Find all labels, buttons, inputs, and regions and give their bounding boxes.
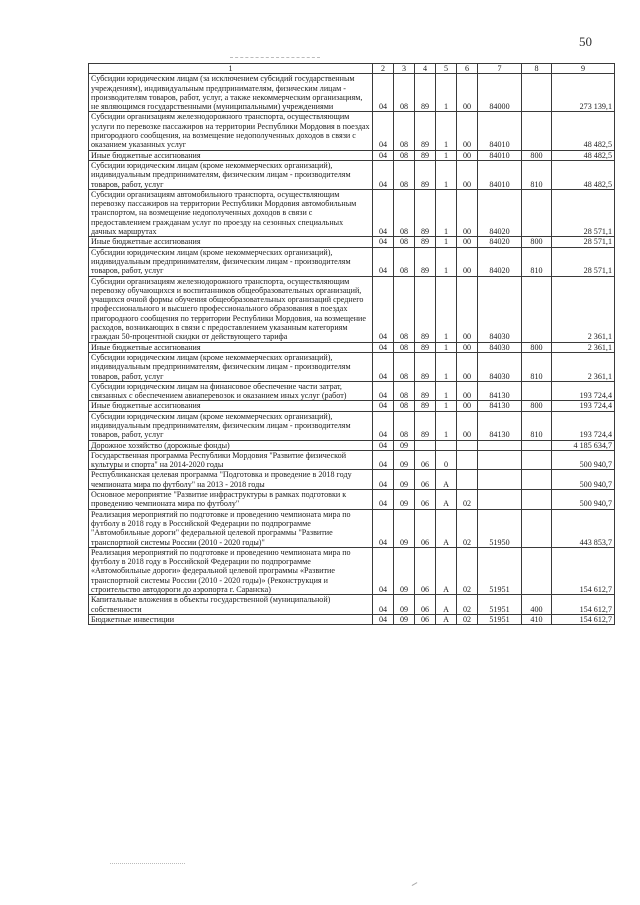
- code-section: 04: [373, 490, 394, 510]
- code-event: 00: [457, 401, 478, 411]
- code-direction: 84010: [478, 150, 522, 160]
- row-amount: 28 571,1: [552, 247, 615, 276]
- row-amount: 154 612,7: [552, 614, 615, 624]
- code-subsection: 09: [394, 614, 415, 624]
- code-program: 89: [415, 112, 436, 150]
- code-expense-type: [522, 189, 552, 236]
- row-name: Реализация мероприятий по подготовке и проведению чемпионата мира по футболу в 2018 году в Российской Федерации по подпрограмме "Автомобильные дороги" федеральной целевой программы "Развитие транспортной системы России (2010 - 2020 годы)": [89, 509, 373, 547]
- scan-mark: [409, 877, 418, 886]
- code-subprogram: 1: [436, 74, 457, 112]
- code-expense-type: [522, 509, 552, 547]
- table-row: [89, 74, 615, 112]
- row-amount: 28 571,1: [552, 189, 615, 236]
- code-section: 04: [373, 450, 394, 470]
- code-event: [457, 450, 478, 470]
- header-cell: 3: [394, 64, 415, 74]
- code-subprogram: 1: [436, 411, 457, 440]
- code-subsection: 08: [394, 74, 415, 112]
- code-event: 02: [457, 490, 478, 510]
- row-amount: 48 482,5: [552, 150, 615, 160]
- row-name: Субсидии юридическим лицам (за исключением субсидий государственным учреждениям), индивидуальным предпринимателям, физическим лицам - производителям товаров, работ, услуг, а также некоммерческим организациям, не являющимся государственными (муниципальными) учреждениями: [89, 74, 373, 112]
- row-amount: 500 940,7: [552, 490, 615, 510]
- code-program: 89: [415, 381, 436, 401]
- code-event: 00: [457, 276, 478, 342]
- row-amount: 500 940,7: [552, 450, 615, 470]
- code-program: 89: [415, 276, 436, 342]
- row-name: Субсидии юридическим лицам (кроме некоммерческих организаций), индивидуальным предпринимателям, физическим лицам - производителям товаров, работ, услуг: [89, 411, 373, 440]
- code-event: 02: [457, 509, 478, 547]
- table-row: [89, 450, 615, 470]
- code-expense-type: 800: [522, 150, 552, 160]
- header-cell: 5: [436, 64, 457, 74]
- code-direction: [478, 440, 522, 450]
- code-section: 04: [373, 440, 394, 450]
- row-name: Капитальные вложения в объекты государственной (муниципальной) собственности: [89, 595, 373, 615]
- code-subprogram: А: [436, 470, 457, 490]
- row-name: Государственная программа Республики Мордовия "Развитие физической культуры и спорта" на 2014-2020 годы: [89, 450, 373, 470]
- code-direction: 84030: [478, 342, 522, 352]
- code-event: [457, 440, 478, 450]
- code-subprogram: 1: [436, 342, 457, 352]
- row-amount: 48 482,5: [552, 160, 615, 189]
- table-row: [89, 547, 615, 594]
- code-program: 89: [415, 160, 436, 189]
- header-cell: 2: [373, 64, 394, 74]
- code-program: [415, 440, 436, 450]
- code-section: 04: [373, 74, 394, 112]
- row-amount: 273 139,1: [552, 74, 615, 112]
- table-row: [89, 237, 615, 247]
- row-name: Реализация мероприятий по подготовке и проведению чемпионата мира по футболу в 2018 году в Российской Федерации по подпрограмме «Автомобильные дороги» федеральной целевой программы «Развитие транспортной системы России (2010 - 2020 годы)» (Реконструкция и строительство автодороги до аэропорта г. Саранска): [89, 547, 373, 594]
- code-subsection: 09: [394, 440, 415, 450]
- code-direction: 51951: [478, 614, 522, 624]
- code-subprogram: А: [436, 490, 457, 510]
- code-program: 89: [415, 411, 436, 440]
- code-program: 89: [415, 189, 436, 236]
- row-name: Субсидии организациям автомобильного транспорта, осуществляющим перевозку пассажиров на территории Республики Мордовия автомобильным транспортом, на возмещение недополученных доходов в связи с предоставлением гражданам услуг по проезду на сезонных специальных дачных маршрутах: [89, 189, 373, 236]
- code-event: 00: [457, 189, 478, 236]
- code-expense-type: [522, 74, 552, 112]
- code-subprogram: [436, 440, 457, 450]
- row-amount: 193 724,4: [552, 381, 615, 401]
- code-expense-type: 810: [522, 160, 552, 189]
- code-subsection: 08: [394, 352, 415, 381]
- code-program: 06: [415, 614, 436, 624]
- code-subsection: 08: [394, 411, 415, 440]
- header-cell: 4: [415, 64, 436, 74]
- code-direction: [478, 470, 522, 490]
- header-cell: 6: [457, 64, 478, 74]
- code-subsection: 08: [394, 237, 415, 247]
- code-direction: [478, 490, 522, 510]
- row-amount: 48 482,5: [552, 112, 615, 150]
- code-expense-type: [522, 450, 552, 470]
- header-cell: 9: [552, 64, 615, 74]
- code-program: 06: [415, 450, 436, 470]
- row-amount: 28 571,1: [552, 237, 615, 247]
- code-direction: 51950: [478, 509, 522, 547]
- code-section: 04: [373, 189, 394, 236]
- code-program: 06: [415, 490, 436, 510]
- code-subprogram: 1: [436, 247, 457, 276]
- code-direction: 84020: [478, 189, 522, 236]
- code-subprogram: А: [436, 614, 457, 624]
- code-section: 04: [373, 276, 394, 342]
- code-event: 00: [457, 352, 478, 381]
- code-subsection: 09: [394, 509, 415, 547]
- table-row: [89, 150, 615, 160]
- table-row: [89, 342, 615, 352]
- code-subsection: 09: [394, 595, 415, 615]
- row-name: Иные бюджетные ассигнования: [89, 237, 373, 247]
- code-section: 04: [373, 411, 394, 440]
- table-row: [89, 490, 615, 510]
- code-section: 04: [373, 614, 394, 624]
- code-subprogram: 1: [436, 189, 457, 236]
- code-subprogram: 1: [436, 160, 457, 189]
- code-section: 04: [373, 595, 394, 615]
- row-amount: 154 612,7: [552, 547, 615, 594]
- table-row: [89, 112, 615, 150]
- code-direction: [478, 450, 522, 470]
- code-direction: 84020: [478, 237, 522, 247]
- code-subsection: 09: [394, 547, 415, 594]
- row-amount: 193 724,4: [552, 401, 615, 411]
- row-name: Иные бюджетные ассигнования: [89, 401, 373, 411]
- row-name: Субсидии организациям железнодорожного транспорта, осуществляющим перевозку обучающихся и воспитанников общеобразовательных организаций, учащихся очной формы обучения общеобразовательных организаций среднего профессионального и высшего профессионального образования в поездах пригородного сообщения по территории Республики Мордовия, на возмещение расходов, возникающих в связи с предоставлением указанным категориям граждан 50-процентной скидки от действующего тарифа: [89, 276, 373, 342]
- code-program: 06: [415, 547, 436, 594]
- code-event: 00: [457, 112, 478, 150]
- table-row: [89, 470, 615, 490]
- row-amount: 154 612,7: [552, 595, 615, 615]
- code-event: 00: [457, 237, 478, 247]
- code-event: [457, 470, 478, 490]
- scan-mark: [110, 863, 185, 864]
- code-section: 04: [373, 381, 394, 401]
- code-event: 00: [457, 381, 478, 401]
- code-direction: 84130: [478, 381, 522, 401]
- row-name: Республиканская целевая программа "Подготовка и проведение в 2018 году чемпионата мира по футболу" на 2013 - 2018 годы: [89, 470, 373, 490]
- header-cell: 7: [478, 64, 522, 74]
- code-event: 00: [457, 150, 478, 160]
- code-program: 06: [415, 509, 436, 547]
- code-subsection: 08: [394, 276, 415, 342]
- row-name: Бюджетные инвестиции: [89, 614, 373, 624]
- table-row: [89, 614, 615, 624]
- header-cell: 1: [89, 64, 373, 74]
- row-name: Субсидии организациям железнодорожного транспорта, осуществляющим услуги по перевозке пассажиров на территории Республики Мордовия в поездах пригородного сообщения, на возмещение недополученных доходов в связи с оказанием указанных услуг: [89, 112, 373, 150]
- table-row: [89, 276, 615, 342]
- code-section: 04: [373, 150, 394, 160]
- budget-table: [88, 63, 615, 625]
- code-subprogram: 1: [436, 401, 457, 411]
- code-event: 00: [457, 160, 478, 189]
- code-direction: 84020: [478, 247, 522, 276]
- code-subprogram: А: [436, 547, 457, 594]
- row-amount: 193 724,4: [552, 411, 615, 440]
- code-program: 06: [415, 470, 436, 490]
- code-expense-type: 810: [522, 247, 552, 276]
- table-row: [89, 411, 615, 440]
- table-row: [89, 595, 615, 615]
- row-amount: 500 940,7: [552, 470, 615, 490]
- code-direction: 84010: [478, 160, 522, 189]
- table-row: [89, 381, 615, 401]
- code-section: 04: [373, 509, 394, 547]
- code-subprogram: 1: [436, 276, 457, 342]
- code-program: 89: [415, 401, 436, 411]
- code-event: 00: [457, 411, 478, 440]
- code-event: 00: [457, 247, 478, 276]
- code-section: 04: [373, 237, 394, 247]
- code-direction: 51951: [478, 547, 522, 594]
- row-name: Субсидии юридическим лицам (кроме некоммерческих организаций), индивидуальным предпринимателям, физическим лицам - производителям товаров, работ, услуг: [89, 247, 373, 276]
- code-direction: 84030: [478, 276, 522, 342]
- code-section: 04: [373, 342, 394, 352]
- code-section: 04: [373, 470, 394, 490]
- code-program: 06: [415, 595, 436, 615]
- code-direction: 84130: [478, 411, 522, 440]
- code-expense-type: [522, 547, 552, 594]
- code-expense-type: [522, 470, 552, 490]
- code-section: 04: [373, 247, 394, 276]
- code-subprogram: 1: [436, 112, 457, 150]
- code-event: 02: [457, 547, 478, 594]
- code-subsection: 09: [394, 490, 415, 510]
- code-section: 04: [373, 160, 394, 189]
- code-section: 04: [373, 547, 394, 594]
- code-subsection: 08: [394, 112, 415, 150]
- code-program: 89: [415, 342, 436, 352]
- code-section: 04: [373, 401, 394, 411]
- row-name: Основное мероприятие "Развитие инфраструктуры в рамках подготовки к проведению чемпионата мира по футболу": [89, 490, 373, 510]
- row-amount: 4 185 634,7: [552, 440, 615, 450]
- code-expense-type: [522, 112, 552, 150]
- code-subsection: 08: [394, 401, 415, 411]
- code-subsection: 08: [394, 189, 415, 236]
- code-direction: 51951: [478, 595, 522, 615]
- code-subsection: 08: [394, 247, 415, 276]
- code-subsection: 08: [394, 342, 415, 352]
- code-subprogram: А: [436, 509, 457, 547]
- code-subprogram: 1: [436, 352, 457, 381]
- row-name: Субсидии юридическим лицам на финансовое обеспечение части затрат, связанных с обеспечением авиаперевозок и оказанием иных услуг (работ): [89, 381, 373, 401]
- header-cell: 8: [522, 64, 552, 74]
- row-amount: 2 361,1: [552, 352, 615, 381]
- row-amount: 443 853,7: [552, 509, 615, 547]
- code-subprogram: 0: [436, 450, 457, 470]
- code-subprogram: А: [436, 595, 457, 615]
- row-name: Иные бюджетные ассигнования: [89, 150, 373, 160]
- code-expense-type: 810: [522, 352, 552, 381]
- row-name: Субсидии юридическим лицам (кроме некоммерческих организаций), индивидуальным предпринимателям, физическим лицам - производителям товаров, работ, услуг: [89, 160, 373, 189]
- code-direction: 84030: [478, 352, 522, 381]
- code-program: 89: [415, 150, 436, 160]
- code-subsection: 08: [394, 150, 415, 160]
- code-event: 02: [457, 614, 478, 624]
- code-expense-type: 410: [522, 614, 552, 624]
- table-row: [89, 160, 615, 189]
- table-row: [89, 401, 615, 411]
- code-program: 89: [415, 352, 436, 381]
- table-row: [89, 509, 615, 547]
- header-dash-mark: [230, 57, 320, 58]
- code-subsection: 08: [394, 160, 415, 189]
- code-program: 89: [415, 247, 436, 276]
- code-subsection: 09: [394, 470, 415, 490]
- code-direction: 84000: [478, 74, 522, 112]
- code-subprogram: 1: [436, 237, 457, 247]
- table-row: [89, 352, 615, 381]
- code-section: 04: [373, 352, 394, 381]
- code-subprogram: 1: [436, 381, 457, 401]
- row-name: Дорожное хозяйство (дорожные фонды): [89, 440, 373, 450]
- code-expense-type: [522, 276, 552, 342]
- row-amount: 2 361,1: [552, 342, 615, 352]
- code-expense-type: 800: [522, 342, 552, 352]
- code-direction: 84130: [478, 401, 522, 411]
- table-header-row: [89, 64, 615, 74]
- code-expense-type: [522, 490, 552, 510]
- code-direction: 84010: [478, 112, 522, 150]
- code-subprogram: 1: [436, 150, 457, 160]
- code-expense-type: 810: [522, 411, 552, 440]
- table-row: [89, 189, 615, 236]
- code-event: 00: [457, 342, 478, 352]
- row-name: Субсидии юридическим лицам (кроме некоммерческих организаций), индивидуальным предпринимателям, физическим лицам - производителям товаров, работ, услуг: [89, 352, 373, 381]
- code-expense-type: 800: [522, 401, 552, 411]
- code-expense-type: 400: [522, 595, 552, 615]
- table-body: [89, 74, 615, 625]
- code-expense-type: [522, 381, 552, 401]
- table-row: [89, 247, 615, 276]
- code-subsection: 09: [394, 450, 415, 470]
- page-number: 50: [579, 34, 592, 49]
- table-row: [89, 440, 615, 450]
- code-expense-type: 800: [522, 237, 552, 247]
- row-amount: 2 361,1: [552, 276, 615, 342]
- code-event: 02: [457, 595, 478, 615]
- code-event: 00: [457, 74, 478, 112]
- code-subsection: 08: [394, 381, 415, 401]
- code-program: 89: [415, 74, 436, 112]
- code-expense-type: [522, 440, 552, 450]
- code-section: 04: [373, 112, 394, 150]
- row-name: Иные бюджетные ассигнования: [89, 342, 373, 352]
- code-program: 89: [415, 237, 436, 247]
